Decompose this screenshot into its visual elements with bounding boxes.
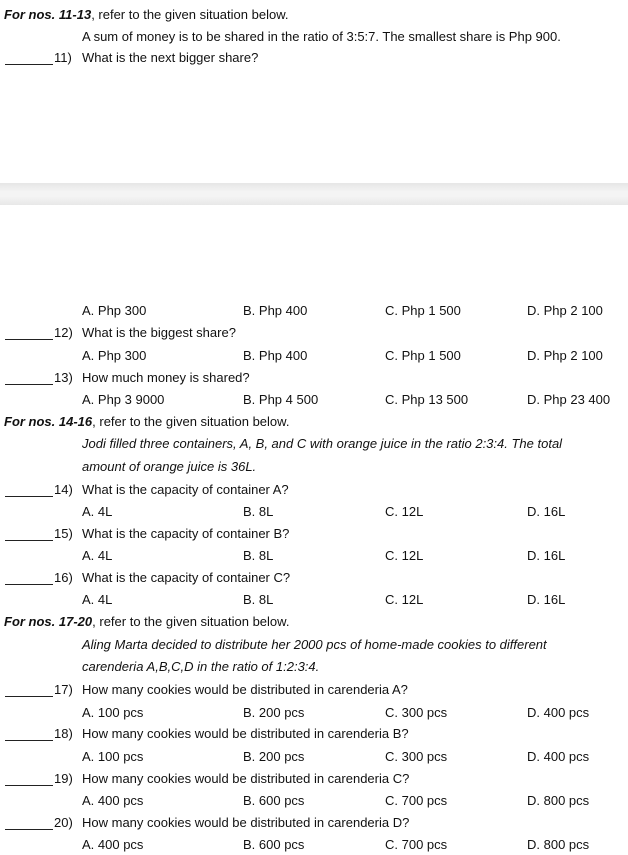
question-text: How many cookies would be distributed in carenderia C? [82,771,410,786]
question-text: How many cookies would be distributed in carenderia B? [82,726,409,741]
choice-b: B. 8L [243,592,274,607]
choice-b: B. 600 pcs [243,837,305,852]
choice-b: B. Php 4 500 [243,392,319,407]
choice-c: C. 12L [385,504,424,519]
answer-blank[interactable] [5,740,53,741]
choice-d: D. 800 pcs [527,837,590,852]
choice-a: A. 4L [82,504,113,519]
choice-c: C. 300 pcs [385,749,448,764]
section-header [4,414,289,430]
choice-d: D. 16L [527,548,566,563]
choice-c: C. Php 13 500 [385,392,469,407]
question-text: How many cookies would be distributed in carenderia A? [82,682,408,697]
question-text: What is the capacity of container B? [82,526,290,541]
answer-blank[interactable] [5,829,53,830]
section-range: 17-20 [58,614,93,629]
choice-d: D. Php 2 100 [527,348,603,363]
question-text: What is the capacity of container C? [82,570,291,585]
section-prefix: For nos. [4,414,59,429]
choice-b: B. 200 pcs [243,705,305,720]
question-text: What is the next bigger share? [82,50,259,65]
choice-d: D. Php 2 100 [527,303,603,318]
choice-c: C. 12L [385,548,424,563]
choice-d: D. 800 pcs [527,793,590,808]
question-number: 12) [54,325,73,340]
section-range: 14-16 [58,414,93,429]
question-text: How much money is shared? [82,370,250,385]
question-number: 14) [54,482,73,497]
choice-b: B. 8L [243,504,274,519]
choice-b: B. Php 400 [243,348,308,363]
situation-text: amount of orange juice is 36L. [82,459,257,474]
choice-a: A. 4L [82,548,113,563]
page-divider [0,183,628,205]
choice-c: C. 12L [385,592,424,607]
question-text: What is the capacity of container A? [82,482,289,497]
choice-d: D. 16L [527,592,566,607]
choice-a: A. Php 3 9000 [82,392,165,407]
choice-d: D. 16L [527,504,566,519]
question-number: 16) [54,570,73,585]
question-number: 18) [54,726,73,741]
situation-text: carenderia A,B,C,D in the ratio of 1:2:3:4. [82,659,320,674]
choice-d: D. 400 pcs [527,749,590,764]
choice-c: C. Php 1 500 [385,303,461,318]
question-number: 13) [54,370,73,385]
choice-a: A. Php 300 [82,348,147,363]
choice-b: B. Php 400 [243,303,308,318]
question-number: 17) [54,682,73,697]
answer-blank[interactable] [5,64,53,65]
answer-blank[interactable] [5,496,53,497]
choice-a: A. 100 pcs [82,749,144,764]
choice-a: A. 400 pcs [82,793,144,808]
choice-b: B. 600 pcs [243,793,305,808]
question-number: 11) [54,50,72,65]
question-number: 20) [54,815,73,830]
answer-blank[interactable] [5,696,53,697]
section-suffix: , refer to the given situation below. [91,7,289,22]
question-text: What is the biggest share? [82,325,236,340]
section-suffix: , refer to the given situation below. [92,614,290,629]
choice-d: D. Php 23 400 [527,392,611,407]
choice-c: C. 700 pcs [385,793,448,808]
choice-c: C. 700 pcs [385,837,448,852]
answer-blank[interactable] [5,540,53,541]
answer-blank[interactable] [5,785,53,786]
choice-a: A. 400 pcs [82,837,144,852]
question-number: 19) [54,771,73,786]
choice-c: C. 300 pcs [385,705,448,720]
answer-blank[interactable] [5,584,53,585]
choice-a: A. 100 pcs [82,705,144,720]
situation-text: Jodi filled three containers, A, B, and C with orange juice in the ratio 2:3:4. The total [82,436,563,451]
section-header [4,614,289,630]
choice-a: A. 4L [82,592,113,607]
choice-b: B. 200 pcs [243,749,305,764]
choice-a: A. Php 300 [82,303,147,318]
section-prefix: For nos. [4,7,59,22]
choice-c: C. Php 1 500 [385,348,461,363]
situation-text: A sum of money is to be shared in the ratio of 3:5:7. The smallest share is Php 900. [82,29,561,44]
situation-text: Aling Marta decided to distribute her 2000 pcs of home-made cookies to different [82,637,547,652]
question-text: How many cookies would be distributed in carenderia D? [82,815,410,830]
question-number: 15) [54,526,73,541]
section-suffix: , refer to the given situation below. [92,414,290,429]
choice-d: D. 400 pcs [527,705,590,720]
answer-blank[interactable] [5,384,53,385]
section-range: 11-13 [58,7,92,22]
answer-blank[interactable] [5,339,53,340]
section-header [4,7,288,23]
choice-b: B. 8L [243,548,274,563]
section-prefix: For nos. [4,614,59,629]
